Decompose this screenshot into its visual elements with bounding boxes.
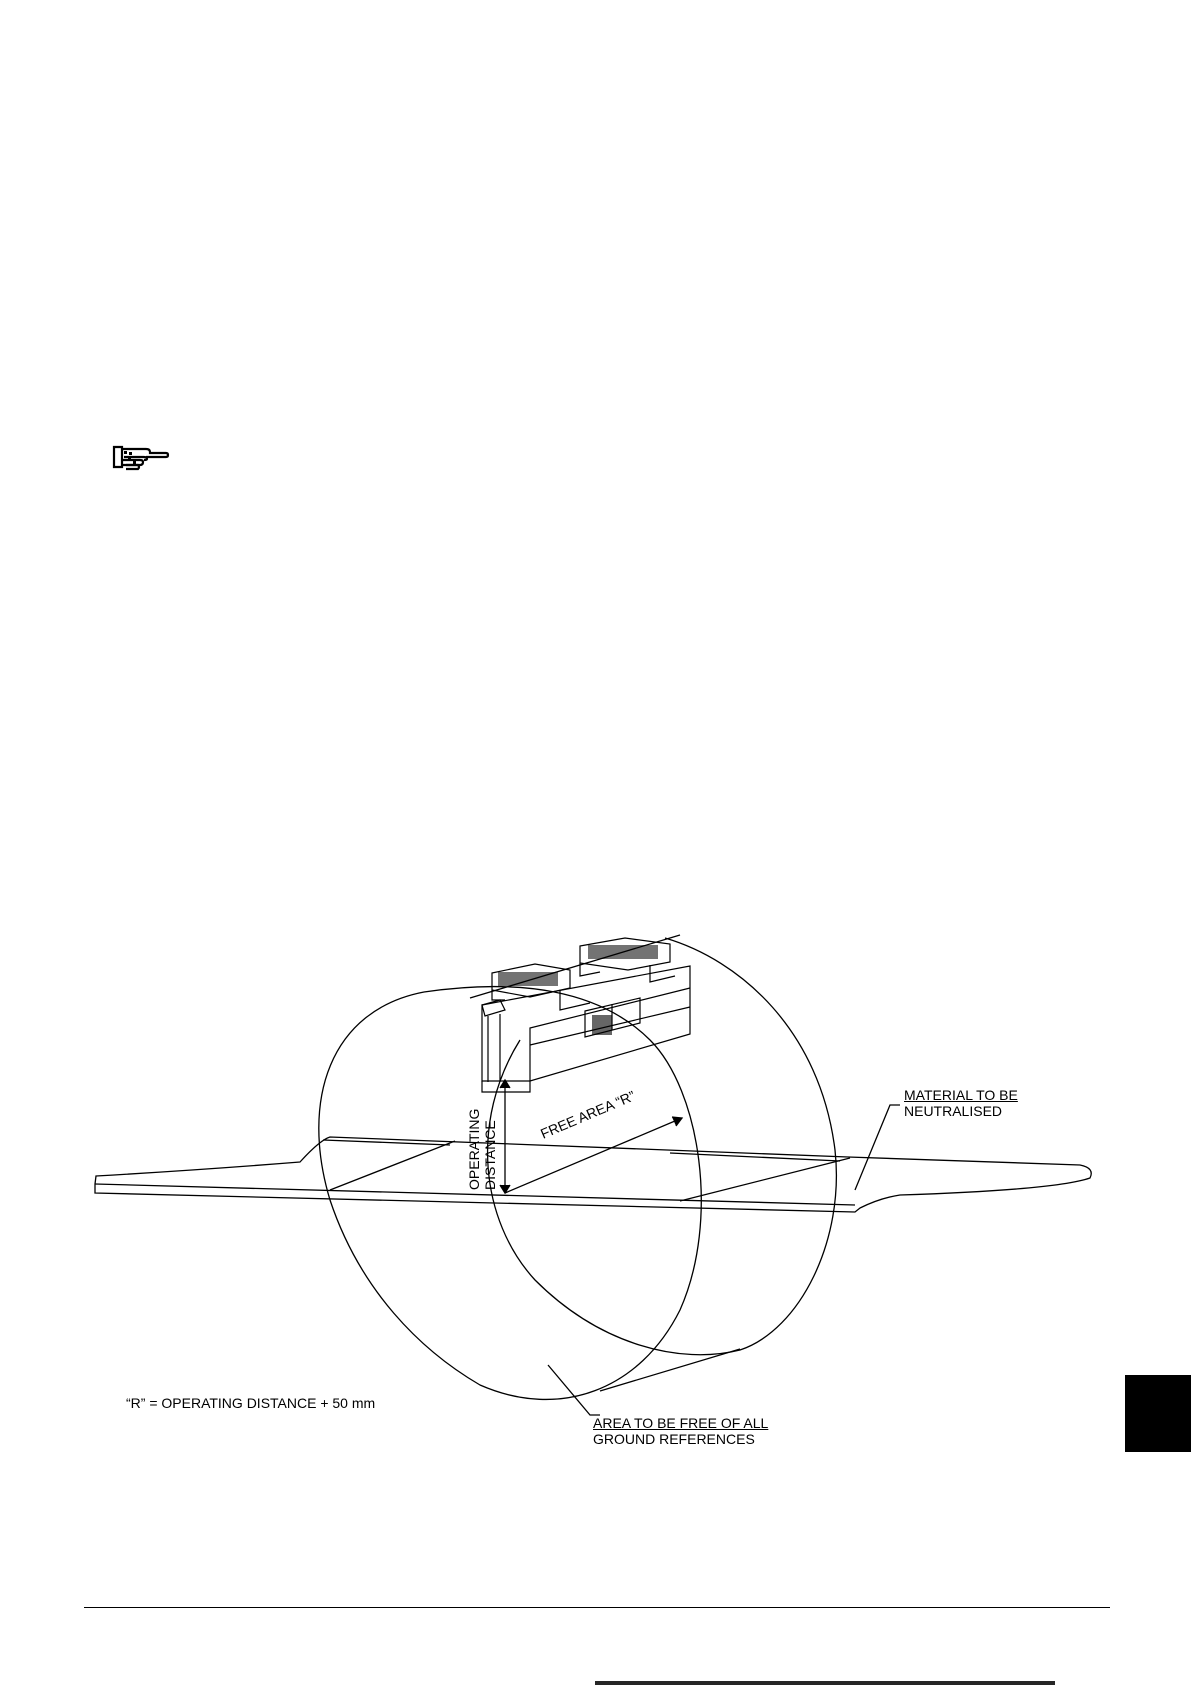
area-free-label-line2: GROUND REFERENCES — [593, 1431, 755, 1447]
far-cylinder-ellipse — [488, 938, 837, 1355]
material-sheet — [95, 1137, 1091, 1212]
footer-rule — [84, 1607, 1110, 1608]
material-label-line2: NEUTRALISED — [904, 1103, 1003, 1119]
ionising-bar — [482, 938, 690, 1092]
operating-distance-line1: OPERATING — [466, 1108, 482, 1190]
section-tab — [1125, 1375, 1191, 1452]
free-area-label: FREE AREA “R” — [538, 1087, 638, 1142]
r-formula-note: “R” = OPERATING DISTANCE + 50 mm — [126, 1395, 376, 1411]
near-cylinder-ellipse — [319, 987, 701, 1400]
area-free-label-line1: AREA TO BE FREE OF ALL — [593, 1415, 769, 1431]
material-label — [904, 1087, 1018, 1119]
bottom-strip — [595, 1681, 1055, 1685]
operating-distance-label — [466, 1109, 498, 1190]
material-label-line1: MATERIAL TO BE — [904, 1087, 1018, 1103]
operating-distance-line2: DISTANCE — [482, 1120, 498, 1190]
area-free-label — [593, 1415, 768, 1447]
